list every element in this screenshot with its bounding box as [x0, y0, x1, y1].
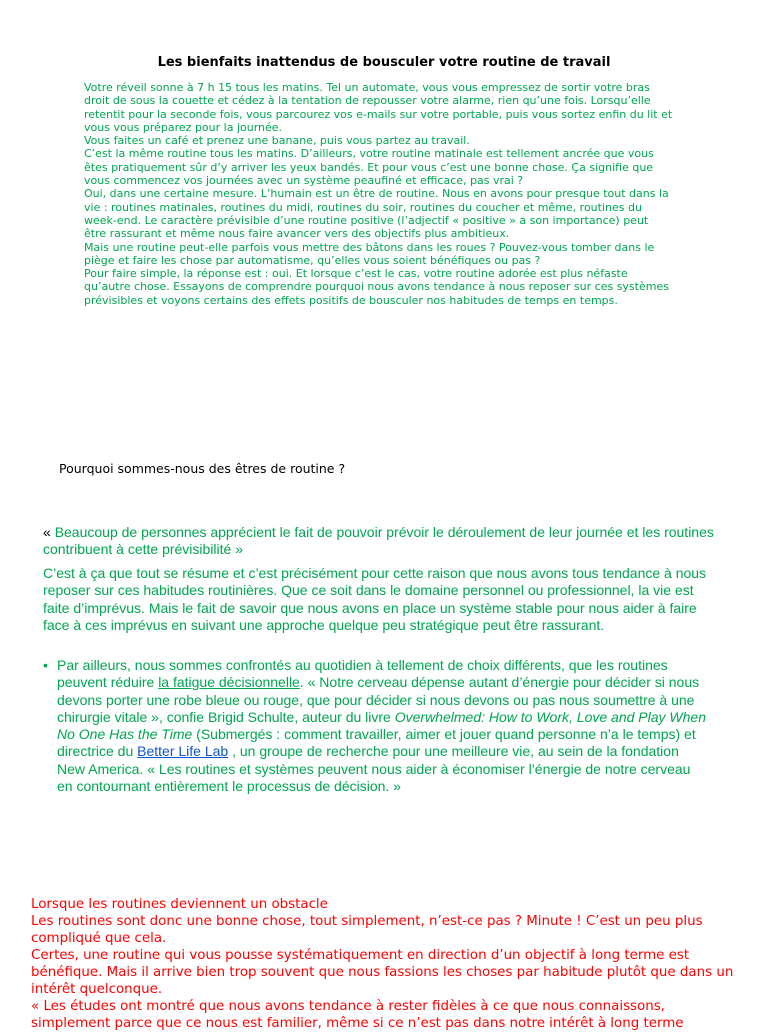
- book-title: Overwhelmed: How to Work, Love and Play When No One Has the Time: [57, 708, 706, 743]
- bullet-marker: •: [43, 657, 48, 673]
- red-paragraph-3: « Les études ont montré que nous avons tendance à rester fidèles à ce que nous connaissons, simplement parce que ce nous est familier, même si ce n’est pas dans notre intérêt à long terme: [31, 999, 684, 1031]
- section-heading-question: Pourquoi sommes-nous des êtres de routine ?: [59, 461, 346, 476]
- quote-text: Beaucoup de personnes apprécient le fait de pouvoir prévoir le déroulement de leur journée et les routines contribuent à cette prévisibilité »: [43, 524, 714, 558]
- bullet-text-part3: (Submergés : comment travailler, aimer et jouer quand personne n’a le temps) et directrice du: [57, 726, 696, 760]
- document-title: Les bienfaits inattendus de bousculer votre routine de travail: [157, 55, 611, 70]
- red-section: [31, 896, 746, 1032]
- intro-paragraph: Votre réveil sonne à 7 h 15 tous les matins. Tel un automate, vous vous empressez de sortir votre bras droit de sous la couette et cédez à la tentation de repousser votre alarme, rien qu’une fois. Lorsqu’elle retentit pour la seconde fois, vous parcourez vos e-mails sur votre portable, puis vous sortez enfin du lit et vous vous préparez pour la journée. Vous faites un café et prenez une banane, puis vous partez au travail. C’est la même routine tous les matins. D’ailleurs, votre routine matinale est tellement ancrée que vous êtes pratiquement sûr d’y arriver les yeux bandés. Et pour vous c’est une bonne chose. Ça signifie que vous commencez vos journées avec un système peaufiné et efficace, pas vrai ? Oui, dans une certaine mesure. L’humain est un être de routine. Nous en avons pour presque tout dans la vie : routines matinales, routines du midi, routines du soir, routines du coucher et même, routines du week-end. Le caractère prévisible d’une routine positive (l’adjectif « positive » a son importance) peut être rassurant et même nous faire avancer vers des objectifs plus ambitieux. Mais une routine peut-elle parfois vous mettre des bâtons dans les roues ? Pouvez-vous tomber dans le piège et faire les chose par automatisme, qu’elles vous soient bénéfiques ou pas ? Pour faire simple, la réponse est : oui. Et lorsque c’est le cas, votre routine adorée est plus néfaste qu’autre chose. Essayons de comprendre pourquoi nous avons tendance à nous reposer sur ces systèmes prévisibles et voyons certains des effets positifs de bousculer nos habitudes de temps en temps.: [84, 81, 673, 307]
- bullet-item: [43, 657, 708, 795]
- red-section-heading: Lorsque les routines deviennent un obstacle: [31, 897, 328, 912]
- bullet-text-part2: . « Notre cerveau dépense autant d’énergie pour décider si nous devons porter une robe bleue ou rouge, que pour décider si nous devons ou pas nous soumettre à une chirurgie vitale », confie Brigid Schulte, auteur du livre: [57, 674, 700, 725]
- better-life-lab-link[interactable]: Better Life Lab: [137, 743, 229, 760]
- bullet-text-part1: Par ailleurs, nous sommes confrontés au quotidien à tellement de choix différents, que les routines peuvent réduire: [57, 657, 668, 691]
- bullet-text: [57, 657, 708, 795]
- decision-fatigue-link[interactable]: la fatigue décisionnelle: [158, 674, 300, 691]
- red-paragraph-1: Les routines sont donc une bonne chose, tout simplement, n’est-ce pas ? Minute ! C’est un peu plus compliqué que cela.: [31, 914, 703, 946]
- body-paragraph: C’est à ça que tout se résume et c’est précisément pour cette raison que nous avons tous tendance à nous reposer sur ces habitudes routinières. Que ce soit dans le domaine personnel ou professionnel, la vie est faite d’imprévus. Mais le fait de savoir que nous avons en place un système stable pour nous aider à faire face à ces imprévus en suivant une approche quelque peu stratégique peut être rassurant.: [43, 565, 707, 633]
- quote-mark: «: [43, 524, 55, 540]
- pull-quote: [43, 524, 723, 559]
- red-paragraph-2: Certes, une routine qui vous pousse systématiquement en direction d’un objectif à long terme est bénéfique. Mais il arrive bien trop souvent que nous fassions les choses par habitude plutôt que dans un intérêt quelconque.: [31, 948, 734, 997]
- bullet-text-part4: , un groupe de recherche pour une meilleure vie, au sein de la fondation New America. « Les routines et systèmes peuvent nous aider à économiser l’énergie de notre cerveau en contournant entièrement le processus de décision. »: [57, 743, 691, 795]
